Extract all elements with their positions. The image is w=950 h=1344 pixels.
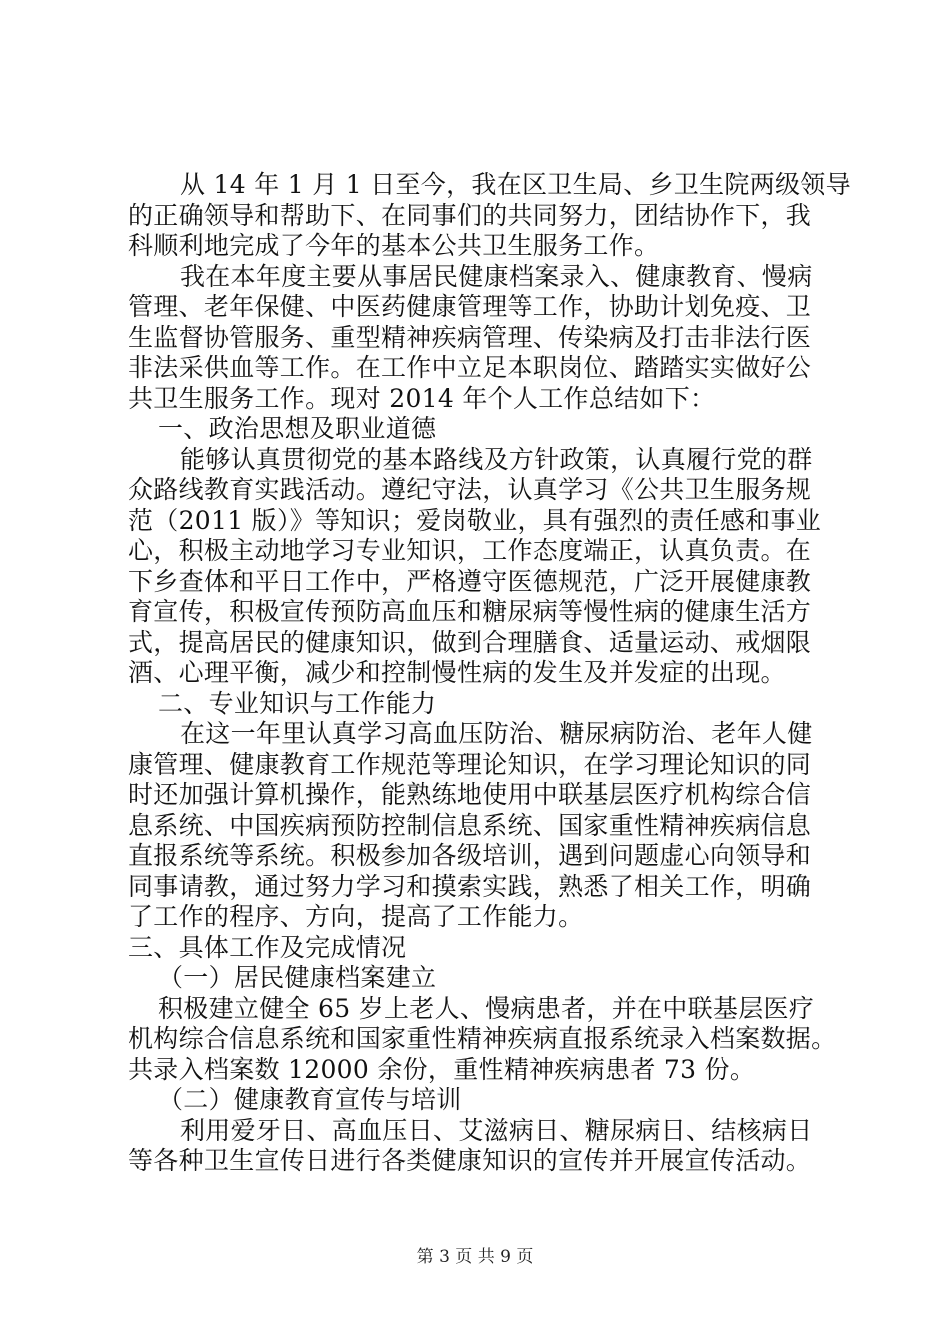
text-line: 在这一年里认真学习高血压防治、糖尿病防治、老年人健 bbox=[180, 719, 813, 748]
text-line: 心，积极主动地学习专业知识，工作态度端正，认真负责。在 bbox=[128, 536, 812, 565]
text-line: 非法采供血等工作。在工作中立足本职岗位、踏踏实实做好公 bbox=[128, 353, 812, 382]
text-line: 时还加强计算机操作，能熟练地使用中联基层医疗机构综合信 bbox=[128, 780, 812, 809]
text-line: 共录入档案数 12000 余份，重性精神疾病患者 73 份。 bbox=[128, 1054, 756, 1084]
text-line: 同事请教，通过努力学习和摸索实践，熟悉了相关工作，明确 bbox=[128, 871, 812, 901]
text-line: 育宣传，积极宣传预防高血压和糖尿病等慢性病的健康生活方 bbox=[128, 597, 812, 626]
text-line: 我在本年度主要从事居民健康档案录入、健康教育、慢病 bbox=[180, 261, 813, 291]
text-line: 三、具体工作及完成情况 bbox=[128, 932, 407, 962]
text-line: 等各种卫生宣传日进行各类健康知识的宣传并开展宣传活动。 bbox=[128, 1146, 812, 1175]
text-line: 能够认真贯彻党的基本路线及方针政策，认真履行党的群 bbox=[180, 444, 813, 474]
text-line: 共卫生服务工作。现对 2014 年个人工作总结如下： bbox=[128, 383, 716, 413]
text-line: 酒、心理平衡，减少和控制慢性病的发生及并发症的出现。 bbox=[128, 658, 786, 687]
text-line: 管理、老年保健、中医药健康管理等工作，协助计划免疫、卫 bbox=[128, 292, 812, 321]
text-line: （二）健康教育宣传与培训 bbox=[158, 1085, 462, 1114]
text-line: 机构综合信息系统和国家重性精神疾病直报系统录入档案数据。 bbox=[128, 1024, 837, 1053]
text-line: 的正确领导和帮助下、在同事们的共同努力，团结协作下，我 bbox=[128, 200, 812, 230]
text-line: 息系统、中国疾病预防控制信息系统、国家重性精神疾病信息 bbox=[128, 810, 812, 840]
text-line: 下乡查体和平日工作中，严格遵守医德规范，广泛开展健康教 bbox=[128, 566, 812, 596]
text-line: 康管理、健康教育工作规范等理论知识，在学习理论知识的同 bbox=[128, 749, 812, 779]
text-line: 积极建立健全 65 岁上老人、慢病患者，并在中联基层医疗 bbox=[158, 993, 815, 1023]
text-line: 直报系统等系统。积极参加各级培训，遇到问题虚心向领导和 bbox=[128, 841, 812, 870]
document-body bbox=[128, 170, 851, 1177]
text-line: 从 14 年 1 月 1 日至今，我在区卫生局、乡卫生院两级领导 bbox=[180, 170, 851, 199]
text-line: 一、政治思想及职业道德 bbox=[158, 414, 437, 443]
text-line: 了工作的程序、方向，提高了工作能力。 bbox=[128, 902, 584, 931]
text-line: 科顺利地完成了今年的基本公共卫生服务工作。 bbox=[128, 231, 660, 260]
text-line: （一）居民健康档案建立 bbox=[158, 963, 437, 992]
page-footer: 第 3 页 共 9 页 bbox=[416, 1247, 534, 1267]
text-line: 范（2011 版）》等知识；爱岗敬业，具有强烈的责任感和事业 bbox=[128, 505, 822, 535]
text-line: 二、专业知识与工作能力 bbox=[158, 688, 437, 718]
text-line: 利用爱牙日、高血压日、艾滋病日、糖尿病日、结核病日 bbox=[180, 1115, 813, 1145]
text-line: 式，提高居民的健康知识，做到合理膳食、适量运动、戒烟限 bbox=[128, 627, 812, 657]
text-line: 生监督协管服务、重型精神疾病管理、传染病及打击非法行医 bbox=[128, 322, 812, 352]
text-line: 众路线教育实践活动。遵纪守法，认真学习《公共卫生服务规 bbox=[128, 475, 812, 504]
